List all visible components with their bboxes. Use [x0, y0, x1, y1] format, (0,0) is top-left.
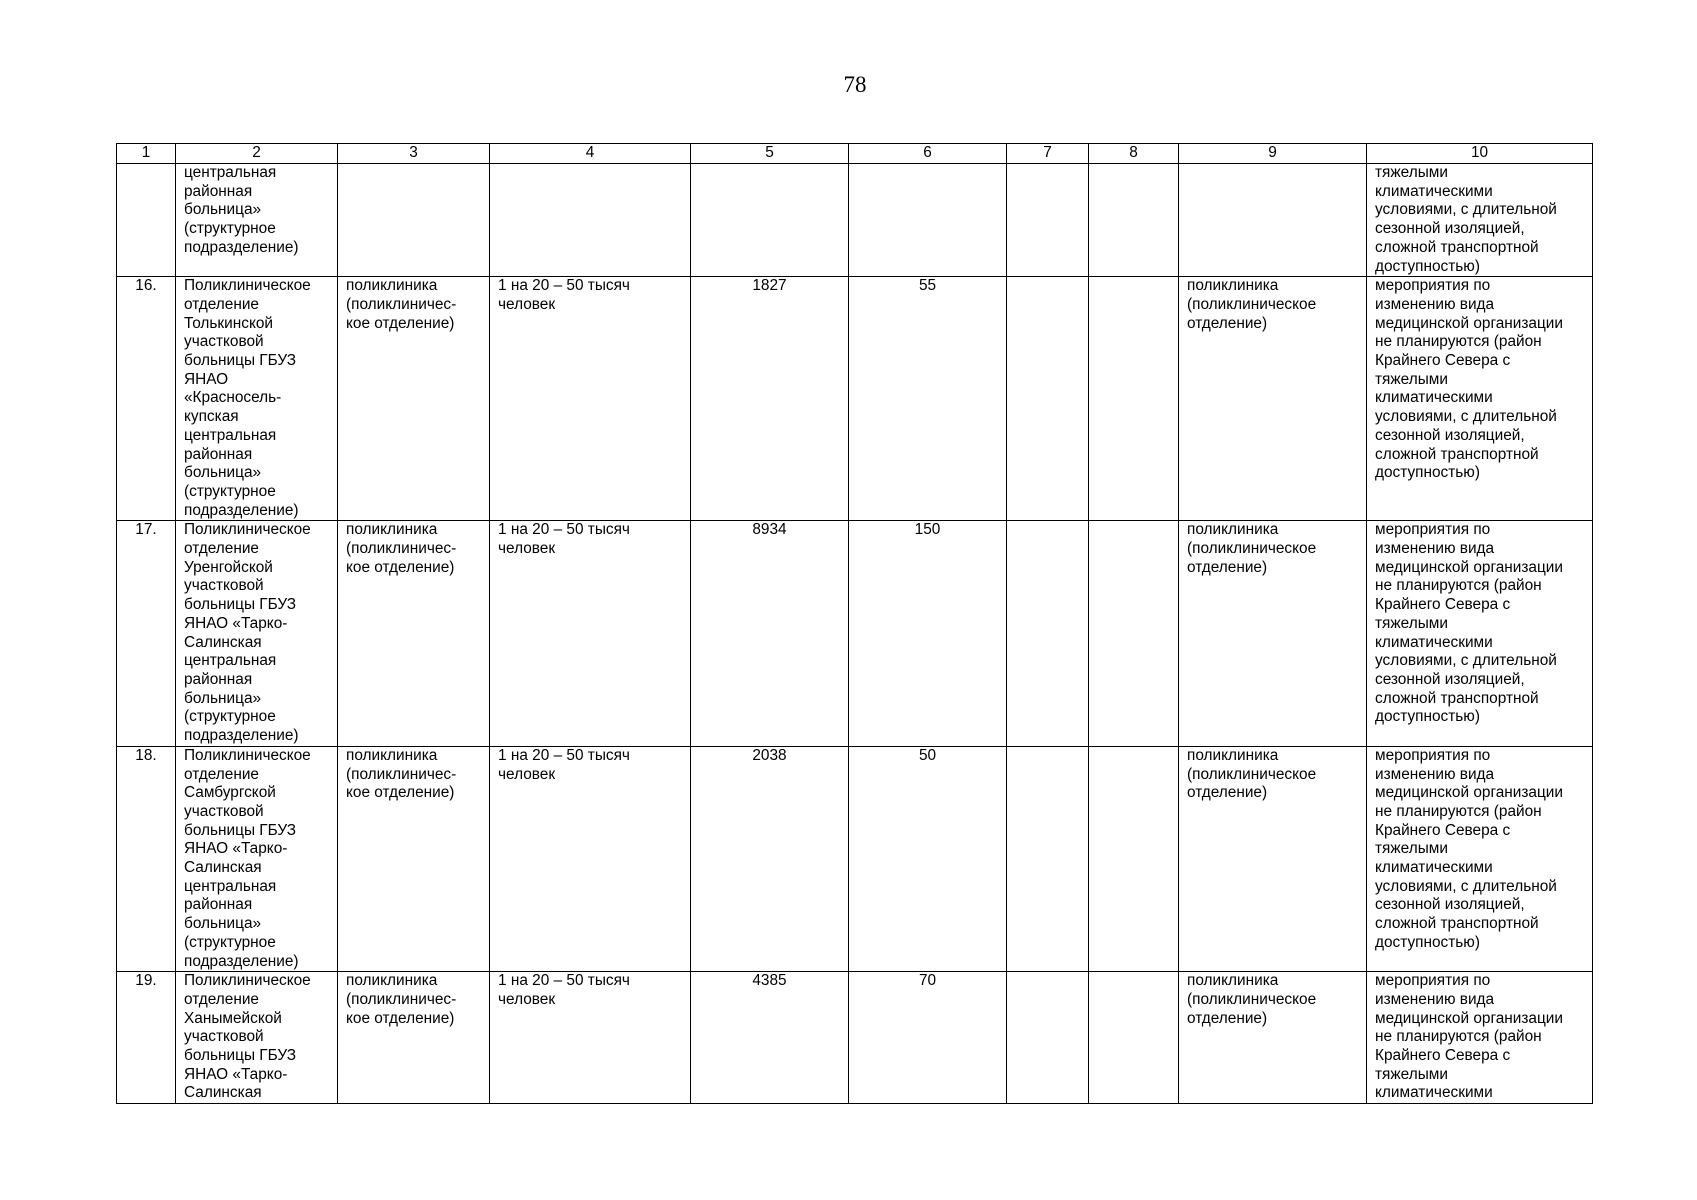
column-header: 6 — [849, 144, 1007, 164]
population-cell: 2038 — [691, 746, 849, 971]
note-cell: мероприятия по изменению вида медицинской организации не планируются (район Крайнего Севера с тяжелыми климатическими — [1367, 972, 1593, 1104]
col7-cell — [1007, 521, 1089, 746]
facility-type-cell: поликлиника (поликлиничес- кое отделение) — [338, 521, 490, 746]
norm-cell: 1 на 20 – 50 тысяч человек — [490, 972, 691, 1104]
row-number-cell: 17. — [117, 521, 176, 746]
note-cell: мероприятия по изменению вида медицинской организации не планируются (район Крайнего Севера с тяжелыми климатическими условиями, с длительной сезонной изоляцией, сложной транспортной доступностью) — [1367, 277, 1593, 521]
note-cell: мероприятия по изменению вида медицинской организации не планируются (район Крайнего Севера с тяжелыми климатическими условиями, с длительной сезонной изоляцией, сложной транспортной доступностью) — [1367, 746, 1593, 971]
page-number: 78 — [843, 72, 867, 97]
col8-cell — [1089, 277, 1179, 521]
column-header: 9 — [1179, 144, 1367, 164]
norm-cell — [490, 164, 691, 277]
column-header: 7 — [1007, 144, 1089, 164]
table-row — [117, 972, 1593, 1104]
column-header: 10 — [1367, 144, 1593, 164]
column-header: 8 — [1089, 144, 1179, 164]
row-number-cell: 19. — [117, 972, 176, 1104]
table-row — [117, 521, 1593, 746]
col7-cell — [1007, 164, 1089, 277]
facility-name-cell: Поликлиническое отделение Уренгойской участковой больницы ГБУЗ ЯНАО «Тарко- Салинская центральная районная больница» (структурное подразделение) — [176, 521, 338, 746]
table-row — [117, 277, 1593, 521]
col8-cell — [1089, 164, 1179, 277]
row-number-cell: 18. — [117, 746, 176, 971]
facility-type-cell: поликлиника (поликлиничес- кое отделение) — [338, 746, 490, 971]
table-row — [117, 746, 1593, 971]
population-cell — [691, 164, 849, 277]
target-type-cell: поликлиника (поликлиническое отделение) — [1179, 277, 1367, 521]
col7-cell — [1007, 277, 1089, 521]
target-type-cell: поликлиника (поликлиническое отделение) — [1179, 521, 1367, 746]
note-cell: тяжелыми климатическими условиями, с длительной сезонной изоляцией, сложной транспортной доступностью) — [1367, 164, 1593, 277]
column-header: 5 — [691, 144, 849, 164]
population-cell: 1827 — [691, 277, 849, 521]
row-number-cell: 16. — [117, 277, 176, 521]
column-header: 2 — [176, 144, 338, 164]
col8-cell — [1089, 972, 1179, 1104]
target-type-cell — [1179, 164, 1367, 277]
capacity-cell: 50 — [849, 746, 1007, 971]
facility-name-cell: Поликлиническое отделение Самбургской участковой больницы ГБУЗ ЯНАО «Тарко- Салинская центральная районная больница» (структурное подразделение) — [176, 746, 338, 971]
header-row — [117, 144, 1593, 164]
capacity-cell: 150 — [849, 521, 1007, 746]
column-header: 4 — [490, 144, 691, 164]
facility-name-cell: Поликлиническое отделение Ханымейской участковой больницы ГБУЗ ЯНАО «Тарко- Салинская — [176, 972, 338, 1104]
column-header: 1 — [117, 144, 176, 164]
capacity-cell — [849, 164, 1007, 277]
facility-type-cell — [338, 164, 490, 277]
col8-cell — [1089, 521, 1179, 746]
target-type-cell: поликлиника (поликлиническое отделение) — [1179, 972, 1367, 1104]
facility-name-cell: центральная районная больница» (структурное подразделение) — [176, 164, 338, 277]
column-header: 3 — [338, 144, 490, 164]
note-cell: мероприятия по изменению вида медицинской организации не планируются (район Крайнего Севера с тяжелыми климатическими условиями, с длительной сезонной изоляцией, сложной транспортной доступностью) — [1367, 521, 1593, 746]
norm-cell: 1 на 20 – 50 тысяч человек — [490, 521, 691, 746]
capacity-cell: 55 — [849, 277, 1007, 521]
facilities-table — [116, 143, 1593, 1104]
capacity-cell: 70 — [849, 972, 1007, 1104]
facility-type-cell: поликлиника (поликлиничес- кое отделение) — [338, 972, 490, 1104]
row-number-cell — [117, 164, 176, 277]
target-type-cell: поликлиника (поликлиническое отделение) — [1179, 746, 1367, 971]
facility-type-cell: поликлиника (поликлиничес- кое отделение) — [338, 277, 490, 521]
col7-cell — [1007, 746, 1089, 971]
col8-cell — [1089, 746, 1179, 971]
facility-name-cell: Поликлиническое отделение Толькинской участковой больницы ГБУЗ ЯНАО «Красносель- купская центральная районная больница» (структурное подразделение) — [176, 277, 338, 521]
norm-cell: 1 на 20 – 50 тысяч человек — [490, 746, 691, 971]
population-cell: 8934 — [691, 521, 849, 746]
population-cell: 4385 — [691, 972, 849, 1104]
norm-cell: 1 на 20 – 50 тысяч человек — [490, 277, 691, 521]
table-row-continuation — [117, 164, 1593, 277]
col7-cell — [1007, 972, 1089, 1104]
